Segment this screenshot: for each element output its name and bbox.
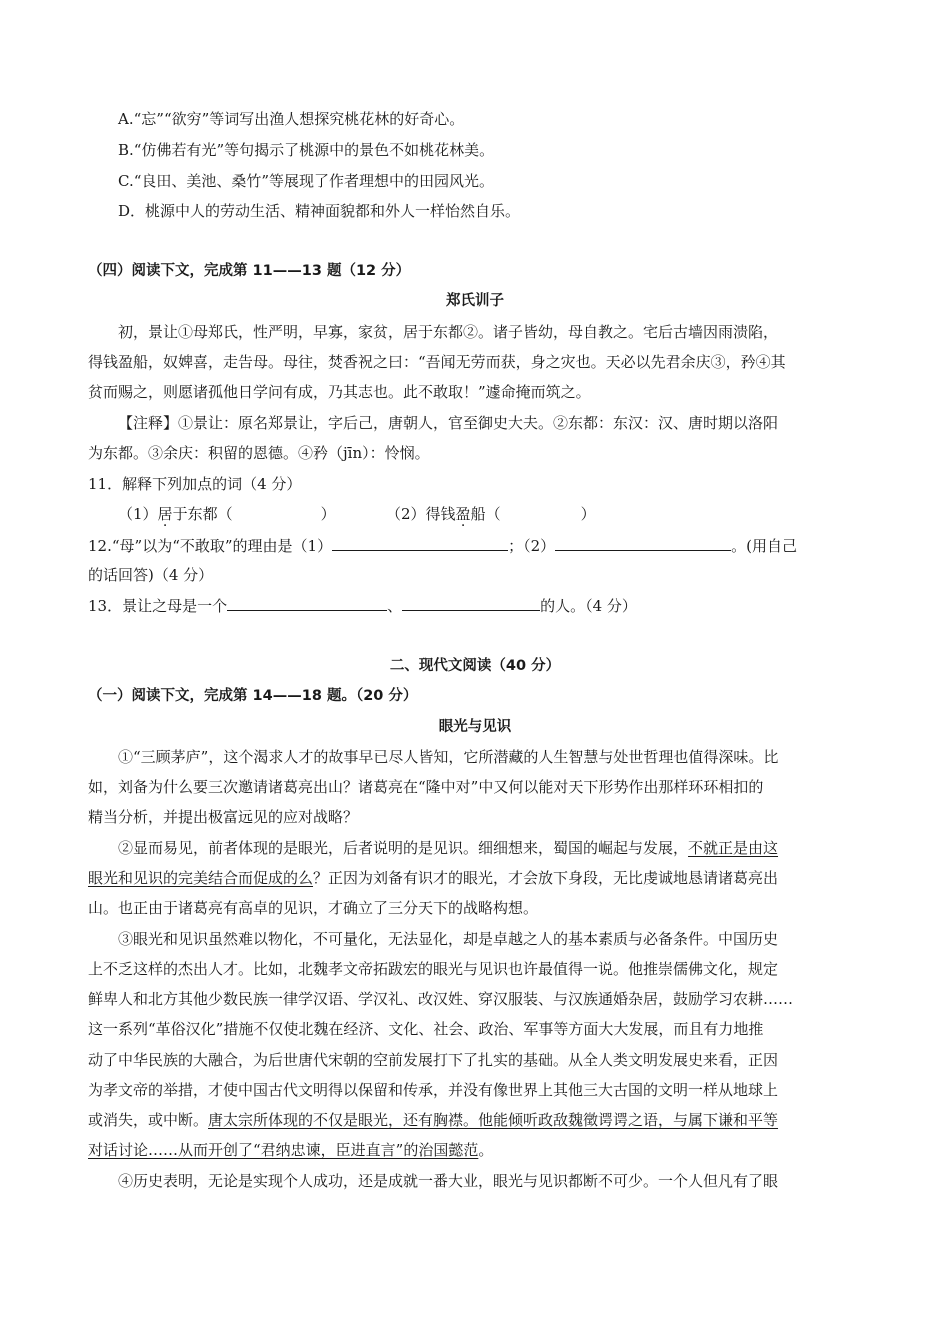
q12-text-a: 12.“母”以为“不敢取”的理由是（1） bbox=[88, 537, 333, 555]
q11-1-suffix: 于东都（ bbox=[172, 505, 233, 523]
q12-text-b: ；（2） bbox=[508, 537, 556, 555]
passage-line: 动了中华民族的大融合，为后世唐代宋朝的空前发展打下了扎实的基础。从全人类文明发展史来看，正因 bbox=[88, 1051, 779, 1069]
passage-line: ①“三顾茅庐”，这个渴求人才的故事早已尽人皆知，它所潜藏的人生智慧与处世哲理也值得深味。比 bbox=[118, 748, 779, 766]
section2-subheading: （一）阅读下文，完成第 14——18 题。（20 分） bbox=[88, 688, 418, 704]
q11-2-prefix: （2）得钱 bbox=[386, 505, 456, 523]
passage-line bbox=[88, 867, 778, 889]
plain-text: ②显而易见，前者体现的是眼光，后者说明的是见识。细细想来，蜀国的崛起与发展， bbox=[118, 839, 689, 857]
q11-1-prefix: （1） bbox=[118, 505, 158, 523]
passage-line: ④历史表明，无论是实现个人成功，还是成就一番大业，眼光与见识都断不可少。一个人但凡有了眼 bbox=[118, 1172, 779, 1190]
annotation-line: 【注释】①景让：原名郑景让，字后己，唐朝人，官至御史大夫。②东都：东汉：汉、唐时期以洛阳 bbox=[118, 414, 779, 432]
section4-heading: （四）阅读下文，完成第 11——13 题（12 分） bbox=[88, 263, 411, 279]
plain-text: 或消失，或中断。 bbox=[88, 1111, 209, 1129]
answer-blank[interactable] bbox=[332, 534, 508, 551]
question-11: 11．解释下列加点的词（4 分） bbox=[88, 475, 302, 493]
passage-title-zheng: 郑氏训子 bbox=[446, 293, 504, 309]
section2-heading: 二、现代文阅读（40 分） bbox=[389, 658, 561, 674]
passage-title-yanguang: 眼光与见识 bbox=[438, 719, 512, 735]
answer-blank[interactable] bbox=[402, 594, 540, 611]
q11-2-suffix: 船（ bbox=[470, 505, 501, 523]
question-11-2 bbox=[386, 503, 596, 525]
question-12 bbox=[88, 534, 797, 557]
underlined-sentence: 唐太宗所体现的不仅是眼光，还有胸襟。他能倾听政敌魏徵谔谔之语，与属下谦和平等 bbox=[208, 1111, 779, 1129]
plain-text: ？正因为刘备有识才的眼光，才会放下身段，无比虔诚地恳请诸葛亮出 bbox=[313, 869, 779, 887]
passage-line: 精当分析，并提出极富远见的应对战略？ bbox=[88, 808, 359, 826]
q12-text-c: 。(用自己 bbox=[731, 537, 797, 555]
option-c: C.“良田、美池、桑竹”等展现了作者理想中的田园风光。 bbox=[118, 172, 495, 190]
passage-line: 为孝文帝的举措，才使中国古代文明得以保留和传承，并没有像世界上其他三大古国的文明一样从地球上 bbox=[88, 1081, 779, 1099]
passage-line: 贫而赐之，则愿诸孤他日学问有成，乃其志也。此不敢取！”遽命掩而筑之。 bbox=[88, 383, 591, 401]
plain-text: 。 bbox=[478, 1141, 494, 1159]
passage-line: 如，刘备为什么要三次邀请诸葛亮出山？诸葛亮在“隆中对”中又何以能对天下形势作出那样环环相扣的 bbox=[88, 778, 764, 796]
q13-text-b: 、 bbox=[387, 597, 403, 615]
passage-line bbox=[88, 1109, 778, 1131]
underlined-sentence: 不就正是由这 bbox=[688, 839, 779, 857]
dotted-word: 盈 bbox=[455, 505, 471, 523]
question-13 bbox=[88, 594, 637, 617]
passage-line: 这一系列“革俗汉化”措施不仅使北魏在经济、文化、社会、政治、军事等方面大大发展，而且有力地推 bbox=[88, 1020, 764, 1038]
option-a: A.“忘”“欲穷”等词写出渔人想探究桃花林的好奇心。 bbox=[118, 110, 465, 128]
q11-2-close: ） bbox=[580, 505, 596, 523]
passage-line: ③眼光和见识虽然难以物化，不可量化，无法显化，却是卓越之人的基本素质与必备条件。中国历史 bbox=[118, 930, 779, 948]
answer-blank[interactable] bbox=[555, 534, 731, 551]
passage-line bbox=[118, 837, 778, 859]
annotation-line: 为东都。③余庆：积留的恩德。④矜（jīn）：怜悯。 bbox=[88, 444, 430, 462]
dotted-word: 居 bbox=[157, 505, 173, 523]
passage-line bbox=[88, 1139, 493, 1161]
q13-text-c: 的人。（4 分） bbox=[540, 597, 637, 615]
passage-line: 得钱盈船，奴婢喜，走告母。母往，焚香祝之曰：“吾闻无劳而获，身之灾也。天必以先君余庆③，矜④其 bbox=[88, 353, 786, 371]
passage-line: 初，景让①母郑氏，性严明，早寡，家贫，居于东都②。诸子皆幼，母自教之。宅后古墙因雨溃陷， bbox=[118, 323, 779, 341]
option-b: B.“仿佛若有光”等句揭示了桃源中的景色不如桃花林美。 bbox=[118, 141, 495, 159]
option-d: D．桃源中人的劳动生活、精神面貌都和外人一样怡然自乐。 bbox=[118, 202, 521, 220]
question-12-cont: 的话回答)（4 分） bbox=[88, 566, 214, 584]
passage-line: 鲜卑人和北方其他少数民族一律学汉语、学汉礼、改汉姓、穿汉服装、与汉族通婚杂居，鼓励学习农耕…… bbox=[88, 990, 794, 1008]
q11-1-close: ） bbox=[320, 505, 336, 523]
underlined-sentence: 眼光和见识的完美结合而促成的么 bbox=[88, 869, 314, 887]
question-11-1 bbox=[118, 503, 336, 525]
passage-line: 山。也正由于诸葛亮有高卓的见识，才确立了三分天下的战略构想。 bbox=[88, 899, 539, 917]
passage-line: 上不乏这样的杰出人才。比如，北魏孝文帝拓跋宏的眼光与见识也许最值得一说。他推崇儒佛文化，规定 bbox=[88, 960, 779, 978]
underlined-sentence: 对话讨论……从而开创了“君纳忠谏，臣进直言”的治国懿范 bbox=[88, 1141, 479, 1159]
q13-text-a: 13．景让之母是一个 bbox=[88, 597, 228, 615]
answer-blank[interactable] bbox=[227, 594, 387, 611]
